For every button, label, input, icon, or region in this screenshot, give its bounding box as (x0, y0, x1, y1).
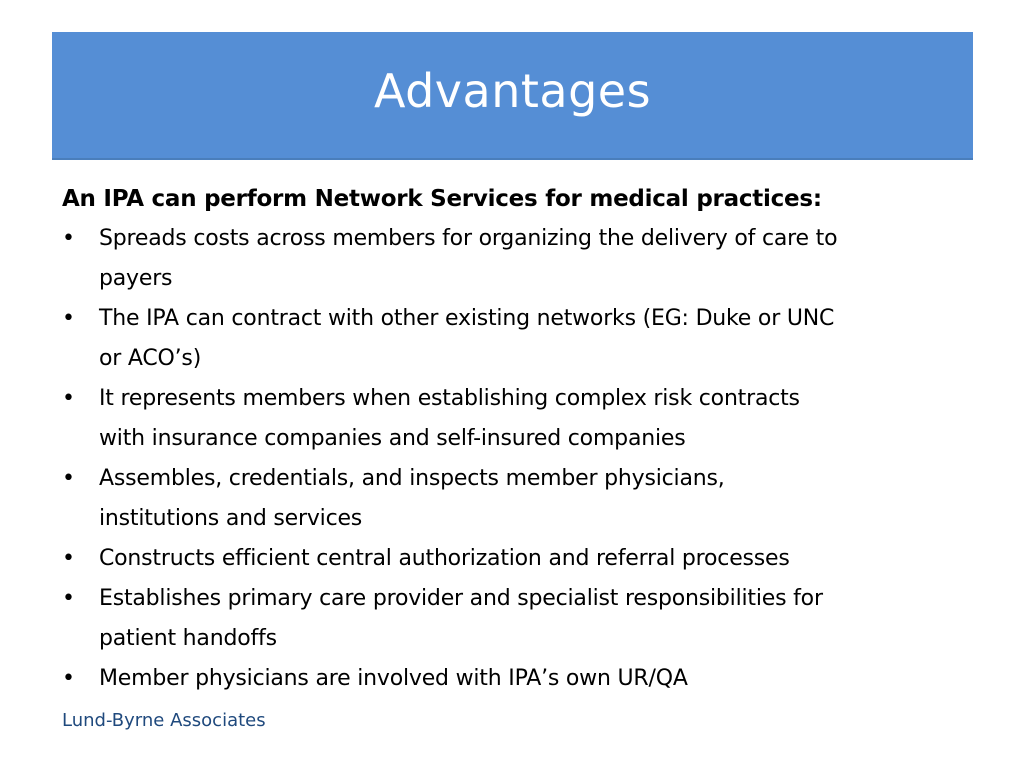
bullet-item (62, 299, 982, 379)
bullet-line: It represents members when establishing complex risk contracts (99, 386, 800, 411)
bullet-list (62, 219, 982, 699)
bullet-item (62, 219, 982, 299)
bullet-marker: • (62, 226, 75, 251)
bullet-item (62, 659, 982, 699)
bullet-item (62, 539, 982, 579)
bullet-marker: • (62, 466, 75, 491)
bullet-line: Spreads costs across members for organizing the delivery of care to (99, 226, 838, 251)
bullet-item (62, 379, 982, 459)
slide-body (62, 179, 982, 699)
bullet-marker: • (62, 386, 75, 411)
bullet-line: with insurance companies and self-insured companies (99, 426, 686, 451)
bullet-line: Establishes primary care provider and specialist responsibilities for (99, 586, 823, 611)
slide-title: Advantages (373, 64, 652, 118)
intro-heading: An IPA can perform Network Services for medical practices: (62, 186, 822, 212)
bullet-line: Assembles, credentials, and inspects member physicians, (99, 466, 725, 491)
title-banner (52, 32, 973, 160)
bullet-line: The IPA can contract with other existing networks (EG: Duke or UNC (99, 306, 835, 331)
bullet-line: patient handoffs (99, 626, 277, 651)
bullet-item (62, 459, 982, 539)
bullet-marker: • (62, 306, 75, 331)
bullet-line: institutions and services (99, 506, 363, 531)
bullet-item (62, 579, 982, 659)
bullet-marker: • (62, 586, 75, 611)
footer-organization: Lund-Byrne Associates (62, 710, 266, 731)
bullet-line: payers (99, 266, 173, 291)
bullet-line: Constructs efficient central authorization and referral processes (99, 546, 790, 571)
bullet-line: Member physicians are involved with IPA’s own UR/QA (99, 666, 688, 691)
bullet-marker: • (62, 546, 75, 571)
bullet-marker: • (62, 666, 75, 691)
bullet-line: or ACO’s) (99, 346, 202, 371)
